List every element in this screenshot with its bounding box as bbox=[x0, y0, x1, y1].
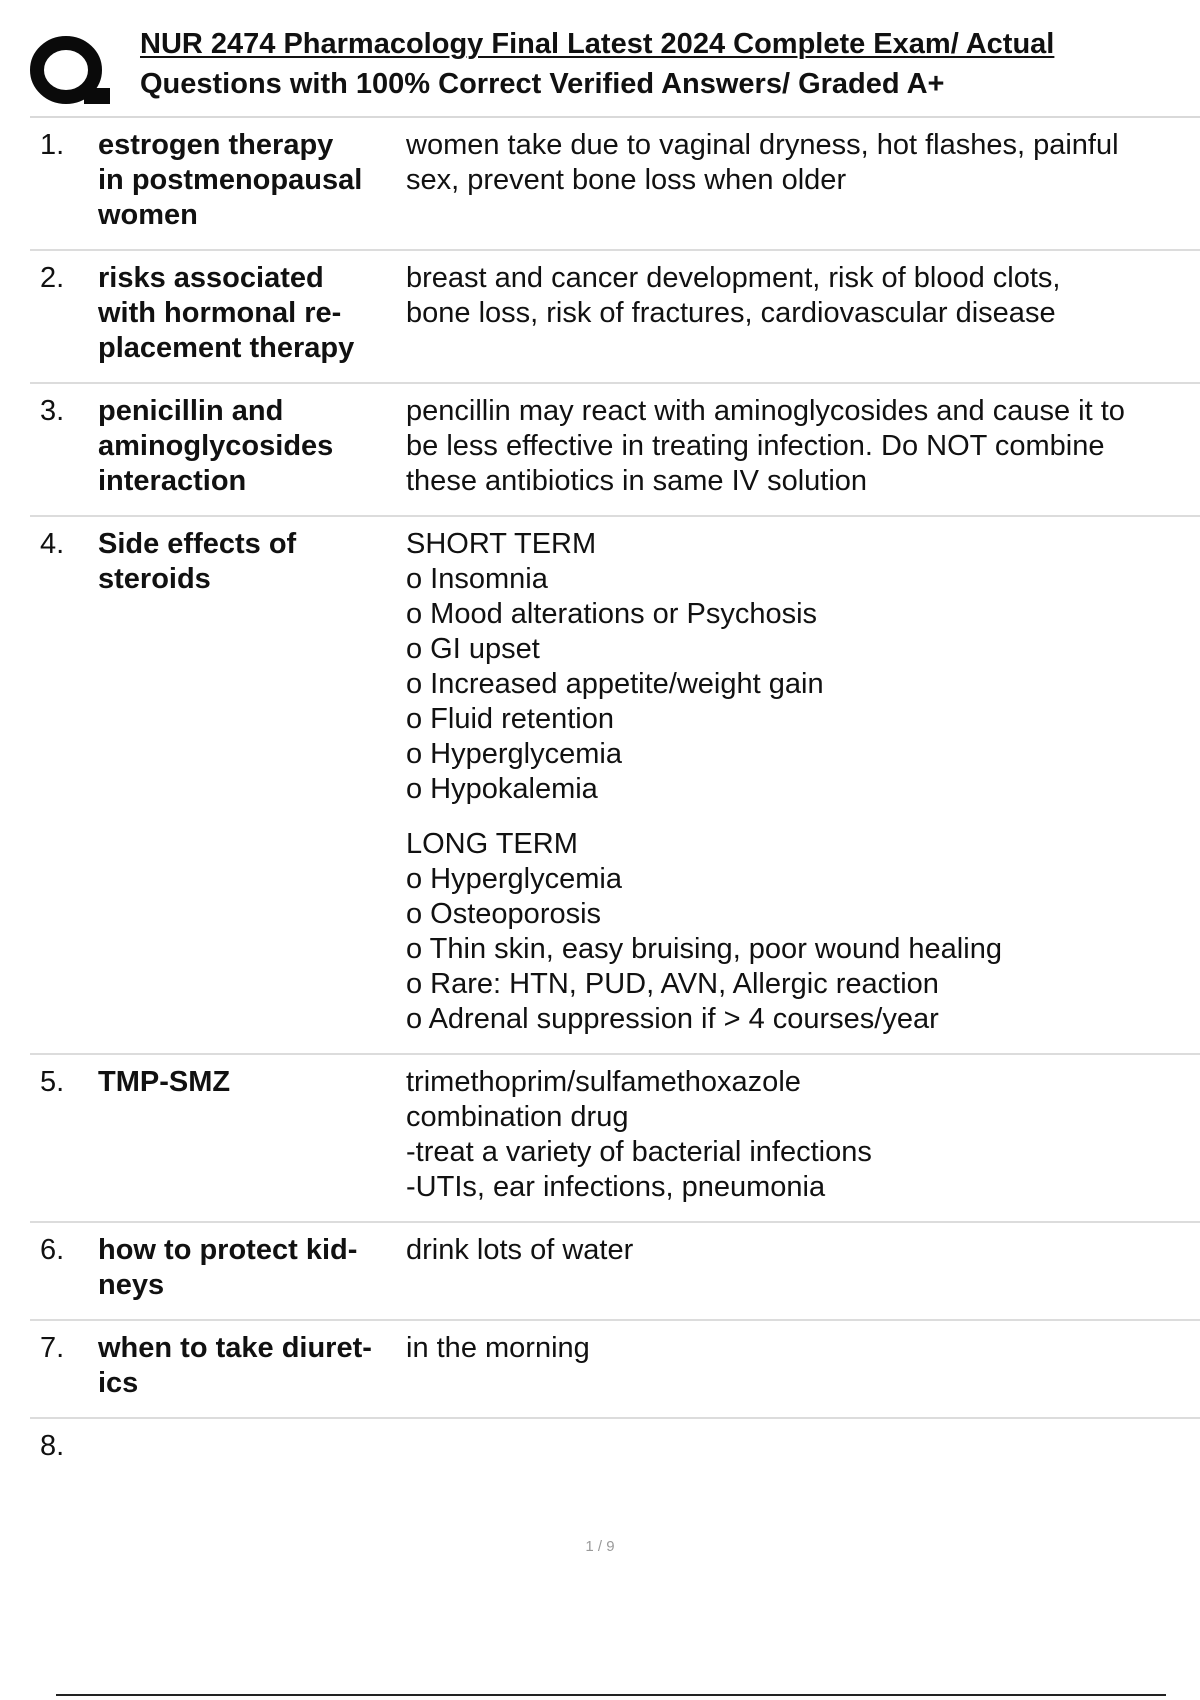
answer-line: o GI upset bbox=[406, 633, 540, 665]
answer-line: combination drug bbox=[406, 1101, 629, 1133]
answer-line: o Hypokalemia bbox=[406, 773, 598, 805]
bottom-divider bbox=[56, 1694, 1166, 1696]
term-line: with hormonal re- bbox=[98, 297, 342, 329]
answer-line: o Hyperglycemia bbox=[406, 863, 622, 895]
item-answer bbox=[406, 1065, 1200, 1205]
item-term bbox=[98, 261, 406, 366]
term-line: placement therapy bbox=[98, 332, 355, 364]
item-answer bbox=[406, 1429, 1200, 1464]
term-line: penicillin and bbox=[98, 395, 284, 427]
qa-row bbox=[30, 384, 1200, 517]
term-line: Side effects of bbox=[98, 528, 297, 560]
answer-line: o Fluid retention bbox=[406, 703, 614, 735]
answer-line: o Osteoporosis bbox=[406, 898, 602, 930]
answer-line: breast and cancer development, risk of blood clots, bbox=[406, 262, 1061, 294]
title-line-1: NUR 2474 Pharmacology Final Latest 2024 Complete Exam/ Actual bbox=[140, 28, 1055, 60]
item-number: 7. bbox=[40, 1332, 65, 1364]
term-line: interaction bbox=[98, 465, 247, 497]
item-answer bbox=[406, 394, 1200, 499]
title-line-2: Questions with 100% Correct Verified Answers/ Graded A+ bbox=[140, 68, 945, 100]
answer-line: pencillin may react with aminoglycosides and cause it to bbox=[406, 395, 1125, 427]
answer-line: -UTIs, ear infections, pneumonia bbox=[406, 1171, 826, 1203]
item-answer bbox=[406, 1331, 1200, 1401]
answer-spacer bbox=[406, 807, 1190, 827]
item-answer bbox=[406, 128, 1200, 233]
item-number: 3. bbox=[40, 395, 65, 427]
document-title bbox=[140, 24, 1180, 104]
answer-line: SHORT TERM bbox=[406, 528, 597, 560]
term-line: in postmenopausal bbox=[98, 164, 363, 196]
term-line: steroids bbox=[98, 563, 211, 595]
term-line: estrogen therapy bbox=[98, 129, 334, 161]
item-term bbox=[98, 394, 406, 499]
answer-line: LONG TERM bbox=[406, 828, 578, 860]
item-number: 4. bbox=[40, 528, 65, 560]
q-logo-icon bbox=[28, 28, 112, 112]
item-number: 5. bbox=[40, 1066, 65, 1098]
qa-row bbox=[30, 1055, 1200, 1223]
answer-line: women take due to vaginal dryness, hot flashes, painful bbox=[406, 129, 1119, 161]
answer-line: -treat a variety of bacterial infections bbox=[406, 1136, 872, 1168]
item-term bbox=[98, 1233, 406, 1303]
item-term bbox=[98, 1429, 406, 1464]
item-number: 8. bbox=[40, 1430, 65, 1462]
item-term bbox=[98, 1065, 406, 1205]
item-number: 2. bbox=[40, 262, 65, 294]
answer-line: o Mood alterations or Psychosis bbox=[406, 598, 818, 630]
item-answer bbox=[406, 261, 1200, 366]
qa-list bbox=[30, 118, 1200, 1480]
answer-line: these antibiotics in same IV solution bbox=[406, 465, 868, 497]
term-line: ics bbox=[98, 1367, 139, 1399]
item-answer bbox=[406, 1233, 1200, 1303]
term-line: TMP-SMZ bbox=[98, 1066, 231, 1098]
answer-line: o Hyperglycemia bbox=[406, 738, 622, 770]
term-line: women bbox=[98, 199, 198, 231]
item-number: 1. bbox=[40, 129, 65, 161]
answer-line: o Thin skin, easy bruising, poor wound healing bbox=[406, 933, 1002, 965]
answer-line: trimethoprim/sulfamethoxazole bbox=[406, 1066, 801, 1098]
item-term bbox=[98, 128, 406, 233]
answer-line: bone loss, risk of fractures, cardiovascular disease bbox=[406, 297, 1056, 329]
answer-line: drink lots of water bbox=[406, 1234, 634, 1266]
item-answer bbox=[406, 527, 1200, 1037]
answer-line: in the morning bbox=[406, 1332, 590, 1364]
answer-line: o Adrenal suppression if > 4 courses/year bbox=[406, 1003, 939, 1035]
item-term bbox=[98, 527, 406, 1037]
answer-line: sex, prevent bone loss when older bbox=[406, 164, 847, 196]
item-term bbox=[98, 1331, 406, 1401]
answer-line: o Rare: HTN, PUD, AVN, Allergic reaction bbox=[406, 968, 939, 1000]
term-line: when to take diuret- bbox=[98, 1332, 372, 1364]
term-line: neys bbox=[98, 1269, 165, 1301]
answer-line: o Insomnia bbox=[406, 563, 548, 595]
term-line: how to protect kid- bbox=[98, 1234, 358, 1266]
answer-line: o Increased appetite/weight gain bbox=[406, 668, 824, 700]
term-line: aminoglycosides bbox=[98, 430, 334, 462]
qa-row bbox=[30, 517, 1200, 1055]
qa-row bbox=[30, 1223, 1200, 1321]
qa-row bbox=[30, 118, 1200, 251]
term-line: risks associated bbox=[98, 262, 324, 294]
answer-line: be less effective in treating infection. Do NOT combine bbox=[406, 430, 1105, 462]
qa-row bbox=[30, 1419, 1200, 1480]
qa-row bbox=[30, 251, 1200, 384]
page-indicator: 1 / 9 bbox=[585, 1538, 615, 1555]
qa-row bbox=[30, 1321, 1200, 1419]
item-number: 6. bbox=[40, 1234, 65, 1266]
